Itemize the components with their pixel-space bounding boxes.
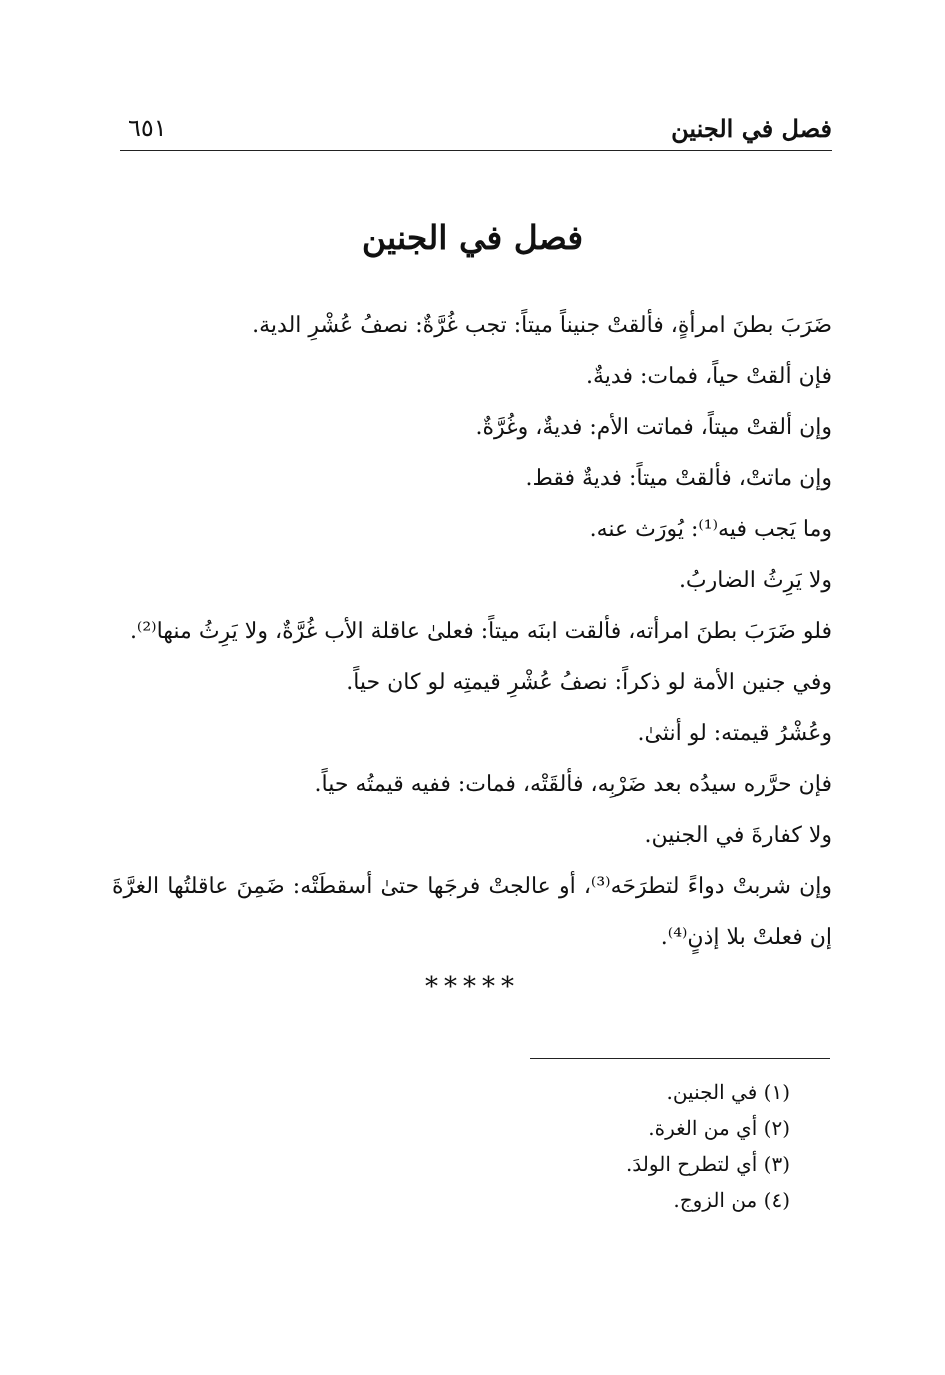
text-paragraph: وإن شربتْ دواءً لتطرَحَه⁽³⁾، أو عالجتْ فرجَها حتىٰ أسقطَتْه: ضَمِنَ عاقلتُها الغرَّةَ إن فعلتْ بلا إذنٍ⁽⁴⁾. [112, 874, 833, 950]
section-ornament: ***** [425, 972, 520, 1002]
footnote-item: (١) في الجنين. [666, 1080, 790, 1104]
page-number: ٦٥١ [128, 114, 167, 142]
footnote-item: (٣) أي لتطرح الولدَ. [625, 1152, 790, 1176]
text-line: فإن ألقتْ حياً، فمات: فديةٌ. [586, 364, 832, 389]
text-line: وإن ماتتْ، فألقتْ ميتاً: فديةٌ فقط. [525, 466, 832, 491]
running-header [120, 108, 832, 151]
footnote-item: (٢) أي من الغرة. [648, 1116, 790, 1140]
text-line: وفي جنين الأمة لو ذكراً: نصفُ عُشْرِ قيمتِه لو كان حياً. [346, 670, 832, 695]
text-line: وما يَجب فيه⁽¹⁾: يُورَث عنه. [589, 517, 832, 542]
text-line: ولا كفارةَ في الجنين. [644, 823, 832, 848]
text-line: ضَرَبَ بطنَ امرأةٍ، فألقتْ جنيناً ميتاً: تجب غُرَّةٌ: نصفُ عُشْرِ الدية. [252, 313, 832, 338]
text-line: وعُشْرُ قيمته: لو أنثىٰ. [637, 721, 832, 746]
text-line: ولا يَرِثُ الضاربُ. [678, 568, 832, 593]
footnote-divider [530, 1058, 830, 1059]
chapter-title: فصل في الجنين [361, 218, 584, 257]
footnotes [430, 1074, 790, 1218]
main-text [112, 300, 832, 963]
text-line: فلو ضَرَبَ بطنَ امرأته، فألقت ابنَه ميتاً: فعلىٰ عاقلة الأب غُرَّةٌ، ولا يَرِثُ منها⁽²⁾. [129, 619, 832, 644]
text-line: فإن حرَّره سيدُه بعد ضَرْبِه، فألقَتْه، فمات: ففيه قيمتُه حياً. [314, 772, 832, 797]
text-line: وإن ألقتْ ميتاً، فماتت الأم: فديةٌ، وغُرَّةٌ. [475, 415, 832, 440]
footnote-item: (٤) من الزوج. [673, 1188, 790, 1212]
running-title: فصل في الجنين [671, 114, 832, 143]
